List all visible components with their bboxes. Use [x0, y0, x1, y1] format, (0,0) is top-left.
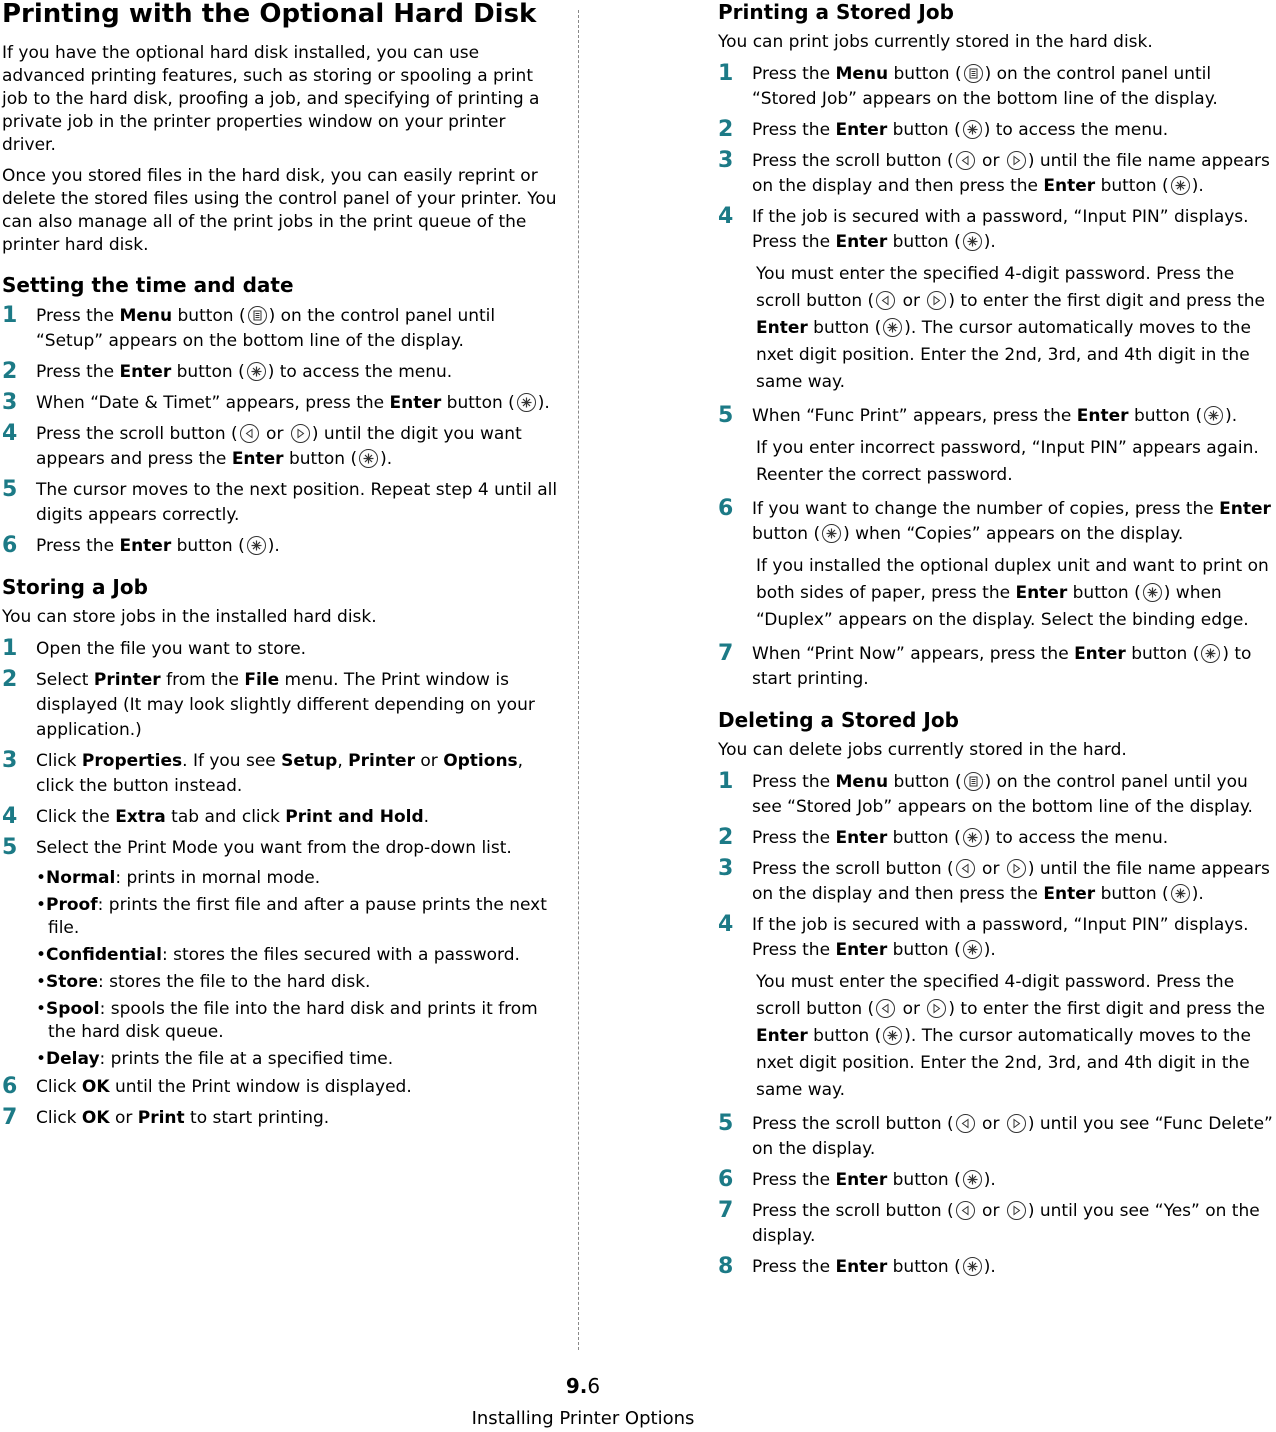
scroll-left-icon — [956, 1114, 975, 1133]
enter-button-icon — [963, 828, 982, 847]
section-storing-job — [2, 575, 558, 1131]
scroll-left-icon — [956, 1201, 975, 1220]
section-time-date — [2, 273, 558, 559]
step: 4 If the job is secured with a password, “Input PIN” displays. Press the Enter button ( ). — [718, 913, 1274, 963]
step: 8 Press the Enter button ( ). — [718, 1254, 996, 1279]
step: 5 When “Func Print” appears, press the Enter button ( ). — [718, 403, 1238, 428]
step-number: 1 — [718, 769, 734, 794]
enter-button-icon — [963, 1170, 982, 1189]
step-number: 1 — [2, 303, 18, 328]
page-footer — [0, 1374, 1166, 1430]
column-divider — [578, 10, 579, 1350]
section-heading: Printing a Stored Job — [718, 0, 954, 24]
step: 4 If the job is secured with a password, “Input PIN” displays. Press the Enter button ( ). — [718, 205, 1274, 255]
section-heading: Storing a Job — [2, 575, 148, 599]
enter-button-icon — [1201, 644, 1220, 663]
footer-title: Installing Printer Options — [471, 1408, 695, 1429]
section-intro: You can store jobs in the installed hard disk. — [2, 607, 377, 627]
enter-button-icon — [883, 1026, 902, 1045]
step-number: 6 — [718, 1167, 734, 1192]
step-number: 5 — [718, 1111, 734, 1136]
step-number: 2 — [718, 825, 734, 850]
enter-button-icon — [1204, 406, 1223, 425]
step: 3 Click Properties. If you see Setup, Printer or Options, click the button instead. — [2, 749, 558, 799]
bullet-item: •Delay: prints the file at a specified time. — [36, 1049, 394, 1069]
step: 6 Press the Enter button ( ). — [718, 1167, 996, 1192]
step: 7 Click OK or Print to start printing. — [2, 1105, 330, 1130]
menu-button-icon — [248, 306, 267, 325]
step-number: 8 — [718, 1254, 734, 1279]
enter-button-icon — [359, 449, 378, 468]
step: 2 Press the Enter button ( ) to access the menu. — [718, 117, 1169, 142]
scroll-left-icon — [876, 291, 895, 310]
scroll-left-icon — [876, 999, 895, 1018]
enter-button-icon — [963, 232, 982, 251]
menu-button-icon — [964, 64, 983, 83]
step: 1 Press the Menu button ( ) on the control panel until “Setup” appears on the bottom line of the display. — [2, 304, 558, 354]
step-number: 2 — [2, 359, 18, 384]
page-title: Printing with the Optional Hard Disk — [2, 0, 537, 29]
step: 2 Press the Enter button ( ) to access the menu. — [718, 825, 1169, 850]
step: 2 Press the Enter button ( ) to access the menu. — [2, 359, 453, 384]
step-note: You must enter the specified 4-digit password. Press the scroll button ( or ) to enter the first digit and press the Enter button ( ). The cursor automatically moves to the nxet digit position. Enter the 2nd, 3rd, and 4th digit in the same way. — [756, 264, 1265, 392]
scroll-right-icon — [927, 291, 946, 310]
step-number: 2 — [718, 117, 734, 142]
enter-button-icon — [247, 536, 266, 555]
section-printing-stored-job — [718, 0, 1274, 692]
step: 4 Press the scroll button ( or ) until the digit you want appears and press the Enter button ( ). — [2, 422, 558, 472]
step-number: 7 — [718, 1198, 734, 1223]
bullet-item: •Normal: prints in mornal mode. — [36, 868, 321, 888]
step-number: 7 — [718, 641, 734, 666]
step: 7 When “Print Now” appears, press the Enter button ( ) to start printing. — [718, 642, 1274, 692]
step: 3 When “Date & Timet” appears, press the Enter button ( ). — [2, 390, 550, 415]
bullet-item: •Store: stores the file to the hard disk. — [36, 972, 371, 992]
step-note: If you enter incorrect password, “Input PIN” appears again. Reenter the correct password. — [756, 438, 1259, 485]
step-number: 1 — [2, 636, 18, 661]
step-number: 7 — [2, 1105, 18, 1130]
enter-button-icon — [247, 362, 266, 381]
step: 6 Click OK until the Print window is displayed. — [2, 1074, 412, 1099]
bullet-item: •Confidential: stores the files secured with a password. — [36, 945, 520, 965]
enter-button-icon — [517, 393, 536, 412]
section-intro: You can delete jobs currently stored in the hard. — [718, 740, 1127, 760]
scroll-left-icon — [240, 424, 259, 443]
scroll-right-icon — [1007, 151, 1026, 170]
enter-button-icon — [822, 524, 841, 543]
step: 4 Click the Extra tab and click Print and Hold. — [2, 804, 430, 829]
step-number: 6 — [718, 496, 734, 521]
enter-button-icon — [963, 120, 982, 139]
scroll-right-icon — [927, 999, 946, 1018]
bullet-item: •Spool: spools the file into the hard disk and prints it from the hard disk queue. — [36, 999, 538, 1042]
page-number: 9.6 — [565, 1374, 601, 1398]
step: 1 Press the Menu button ( ) on the control panel until “Stored Job” appears on the bottom line of the display. — [718, 62, 1274, 112]
step-number: 3 — [2, 748, 18, 773]
step-number: 4 — [2, 421, 18, 446]
enter-button-icon — [963, 1257, 982, 1276]
step-number: 3 — [718, 148, 734, 173]
scroll-right-icon — [291, 424, 310, 443]
section-heading: Deleting a Stored Job — [718, 708, 959, 732]
section-heading: Setting the time and date — [2, 273, 294, 297]
step-number: 5 — [2, 835, 18, 860]
section-intro: You can print jobs currently stored in the hard disk. — [718, 32, 1153, 52]
step-number: 5 — [2, 477, 18, 502]
step: 6 If you want to change the number of copies, press the Enter button ( ) when “Copies” appears on the display. — [718, 497, 1274, 547]
step: 1 Press the Menu button ( ) on the control panel until you see “Stored Job” appears on the bottom line of the display. — [718, 770, 1274, 820]
step: 3 Press the scroll button ( or ) until the file name appears on the display and then press the Enter button ( ). — [718, 149, 1274, 199]
step-note: If you installed the optional duplex unit and want to print on both sides of paper, press the Enter button ( ) when “Duplex” appears on the display. Select the binding edge. — [756, 556, 1269, 630]
step-number: 2 — [2, 667, 18, 692]
step: 7 Press the scroll button ( or ) until you see “Yes” on the display. — [718, 1199, 1274, 1249]
step: 3 Press the scroll button ( or ) until the file name appears on the display and then press the Enter button ( ). — [718, 857, 1274, 907]
step-note: You must enter the specified 4-digit password. Press the scroll button ( or ) to enter the first digit and press the Enter button ( ). The cursor automatically moves to the nxet digit position. Enter the 2nd, 3rd, and 4th digit in the same way. — [756, 972, 1265, 1100]
enter-button-icon — [1143, 583, 1162, 602]
step: 2 Select Printer from the File menu. The Print window is displayed (It may look slightly different depending on your application.) — [2, 668, 558, 743]
step-number: 4 — [2, 804, 18, 829]
enter-button-icon — [963, 940, 982, 959]
step-number: 5 — [718, 403, 734, 428]
section-deleting-stored-job — [718, 708, 1274, 1280]
step-number: 6 — [2, 1074, 18, 1099]
step-number: 3 — [718, 856, 734, 881]
left-column — [2, 0, 558, 1137]
scroll-right-icon — [1007, 1201, 1026, 1220]
right-column — [718, 0, 1274, 1286]
step: 1 Open the file you want to store. — [2, 636, 307, 661]
step-number: 4 — [718, 204, 734, 229]
enter-button-icon — [1171, 176, 1190, 195]
scroll-right-icon — [1007, 859, 1026, 878]
scroll-left-icon — [956, 859, 975, 878]
step-number: 4 — [718, 912, 734, 937]
step: 5 The cursor moves to the next position. Repeat step 4 until all digits appears correctly. — [2, 478, 558, 528]
scroll-left-icon — [956, 151, 975, 170]
step-number: 1 — [718, 61, 734, 86]
scroll-right-icon — [1007, 1114, 1026, 1133]
enter-button-icon — [883, 318, 902, 337]
step-number: 6 — [2, 533, 18, 558]
enter-button-icon — [1171, 884, 1190, 903]
bullet-item: •Proof: prints the first file and after a pause prints the next file. — [36, 895, 547, 938]
step: 5 Press the scroll button ( or ) until you see “Func Delete” on the display. — [718, 1112, 1274, 1162]
intro-paragraph: Once you stored files in the hard disk, you can easily reprint or delete the stored files using the control panel of your printer. You can also manage all of the print jobs in the print queue of the printer hard disk. — [2, 166, 557, 255]
step-number: 3 — [2, 390, 18, 415]
step: 5 Select the Print Mode you want from the drop-down list. — [2, 835, 512, 860]
step: 6 Press the Enter button ( ). — [2, 533, 280, 558]
menu-button-icon — [964, 772, 983, 791]
intro-paragraph: If you have the optional hard disk installed, you can use advanced printing features, such as storing or spooling a print job to the hard disk, proofing a job, and specifying of printing a private job in the printer properties window on your printer driver. — [2, 43, 540, 155]
